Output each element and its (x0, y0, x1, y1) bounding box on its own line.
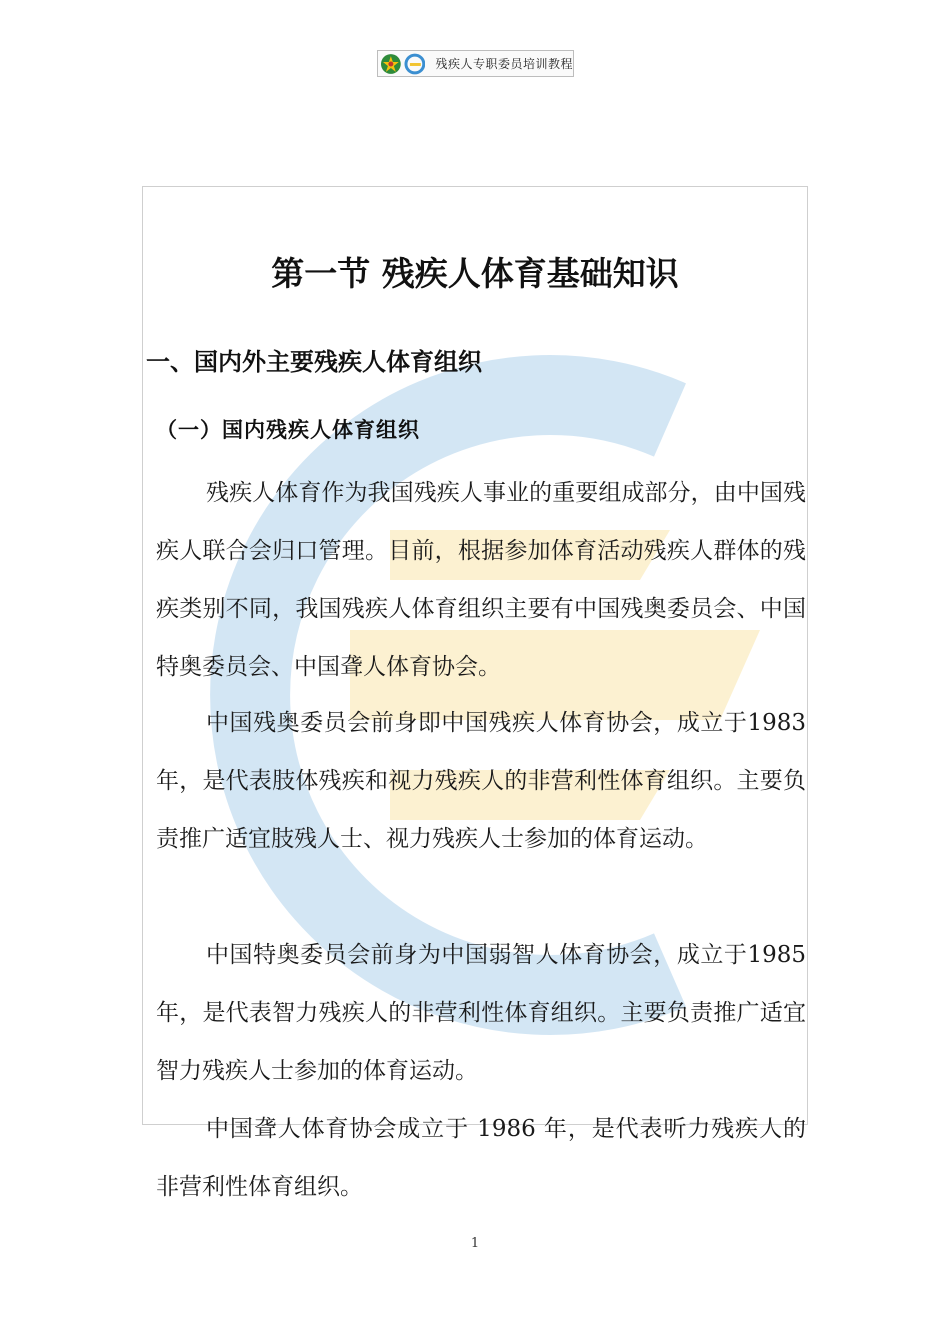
header-banner (377, 50, 574, 77)
page-number: 1 (470, 1236, 480, 1251)
subsection-heading: （一）国内残疾人体育组织 (156, 417, 420, 442)
e-logo-icon (404, 53, 426, 75)
paragraph: 残疾人体育作为我国残疾人事业的重要组成部分，由中国残疾人联合会归口管理。目前，根据参加体育活动残疾人群体的残疾类别不同，我国残疾人体育组织主要有中国残奥委员会、中国特奥委员会、中国聋人体育协会。 (156, 480, 806, 680)
section-heading: 一、国内外主要残疾人体育组织 (146, 348, 482, 376)
paragraph: 中国聋人体育协会成立于 1986 年，是代表听力残疾人的非营利性体育组织。 (156, 1116, 806, 1200)
emblem-icon (380, 53, 402, 75)
page-title: 第一节 残疾人体育基础知识 (271, 254, 679, 293)
paragraph: 中国特奥委员会前身为中国弱智人体育协会，成立于1985 年，是代表智力残疾人的非营利性体育组织。主要负责推广适宜智力残疾人士参加的体育运动。 (156, 942, 806, 1084)
header-title: 残疾人专职委员培训教程 (435, 57, 573, 71)
paragraph: 中国残奥委员会前身即中国残疾人体育协会，成立于1983 年，是代表肢体残疾和视力残疾人的非营利性体育组织。主要负责推广适宜肢残人士、视力残疾人士参加的体育运动。 (156, 710, 806, 852)
